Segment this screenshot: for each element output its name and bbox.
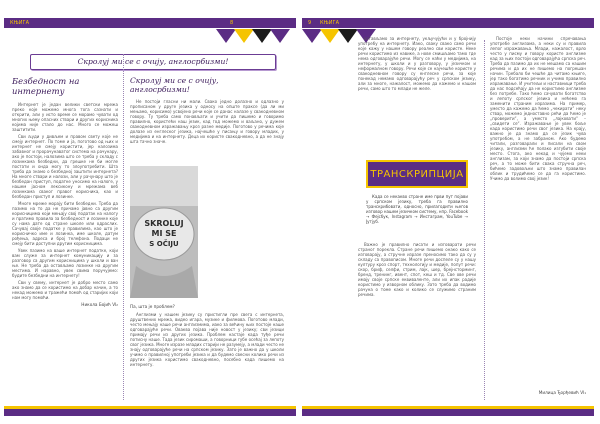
column-divider (484, 40, 485, 400)
triangle-shape (320, 29, 340, 43)
transcription-box (366, 160, 468, 188)
triangle-shape (338, 29, 358, 43)
triangle-shape (234, 29, 254, 43)
article-paragraph: Када се некакво стране име први пут појави у српском језику, треба га правилно транскрибовати, односно, прилагодити његов изговор нашем језичком систему, нпр. Facebook → Фејсбук, Instagram → Инстаграм, YouTube → Јутјуб. (366, 194, 468, 224)
article-title-line: интернету (12, 86, 65, 96)
column-divider (123, 54, 124, 400)
article-paragraph: остављамо за интернету, укључујући и у бројнију употребу на интернету. Иако, сваку свако само речи које кажу у нашем говору реално сви користе. Неке речи користимо из навике, а нове смишљамо тамо где нема одговарајуће речи. Могу се наћи у медијима, на интернету, у школи и у разговору, у језичком и неформалном говору. Речи које се најчешће користе у свакодневном говору су енглеске речи, за које понекад немамо одговарајућу реч у српском језику, али за многе, нажалост, можемо да кажемо и нашом речи, само што то млади не желе. (358, 36, 476, 91)
left-page (4, 10, 296, 416)
right-footer-bar (302, 409, 594, 416)
article-paragraph: Увек пазимо на ваше интернет податке, који вам служе за интернет комуникацију и за разговор са другим корисницима у школи и ван ње. Не треба да остављамо лозинке на другим местима. И наравно, увек свима поручујемо: будите безбедни на интернету! (12, 248, 118, 278)
triangle-shape (302, 29, 322, 43)
left-header-bar (4, 18, 296, 28)
article-title-line: Безбедност на (12, 76, 80, 86)
triangle-shape (216, 29, 236, 43)
article-title-line: англосрбизми! (130, 85, 190, 94)
article-body (12, 102, 118, 300)
article-paragraph: Многе мреже морају бити безбедни. Треба да пазимо на то да не причамо јавно са другим корисницима који мењају свој податак на налогу и пратимо правила за безбедност и лозинке које су нама дате од стране школе или одраслих. Сачувај своје податке у правилима, као што је корисничко име и лозинка, име школе, датум рођења, адреса и број телефона. Подаци не смеју бити доступни другим корисницима. (12, 201, 118, 246)
section-label: КЊИГА (320, 20, 339, 26)
author-signature: Милица Ђорђевић VI₁ (538, 390, 586, 395)
article-paragraph: Интернет је један велики светски мрежа преко које можемо многа тога сазнати и открити, али у исто време се морамо чувати од многих њему опасних ствари и других корисника којима није стало до нас. Много се можеш заштитити. (12, 102, 118, 132)
article-title-line: Скролуј ми се с очију, (130, 76, 219, 85)
article-paragraph: Англизми у нашем језику су пристигли пре свега с интернета, друштвених мрежа, видео игара, музике и филмова. Поготово млади, често мењају наше речи англизмима, иако за већину њих постоје наше одговарајуће речи. Оваква појава није новост у језику; сви језици примају речи из других језика. Проблем настаје када туђе речи потисну наше. Тада језик сиромаши, а говорници губе осећај за лепоту свог језика. Многе изразе младих старији не разумеју, а млади често не знају одговарајуће речи на српском језику. Зато је важно да у школи учимо о правилној употреби језика и да будемо свесни колико речи из других језика користимо свакодневно, посебно када пишемо на интернету. (130, 312, 284, 367)
transcription-label: ТРАНСКРИПЦИЈА (370, 169, 464, 180)
triangle-decoration (216, 29, 296, 45)
article-column (358, 242, 476, 398)
article-internet-safety (12, 76, 118, 307)
sign-text: SKROLUJ (144, 219, 184, 228)
section-label: КЊИГА (10, 20, 29, 26)
banner-title: Скролуј ми се с очију, англосрбизми! (77, 57, 229, 66)
right-header-bar (302, 18, 594, 28)
sign-photo (130, 166, 198, 298)
article-anglicisms (130, 76, 284, 159)
sign-text: S OČIJU (149, 240, 179, 248)
article-paragraph: Сви у свему, интернет је добро место само ако знамо да се користимо на добар начин, а то некад можемо и тражећи помоћ од старијих који нам могу помоћи. (12, 280, 118, 300)
article-column (490, 36, 586, 384)
transcription-note (366, 194, 468, 238)
article-title (130, 76, 284, 94)
article-banner (30, 54, 276, 70)
article-paragraph: Важно је правилно писати и изговарати речи страног порекла. Стране речи пишемо онако како се изговарају, а стручне изразе преносимо тако да су у складу са правописом. Многе речи доспеле су у нашу културу кроз спорт, технологију и медије, попут речи: скор, бриф, селфи, стрим, лајк, шер, брејнсторминг, бренд, тренинг, ивент, спот, кеш и тд. Све ове речи имају своје српске еквиваленте, али их ипак радије користимо у изворном облику. Зато треба да водимо рачуна о томе како и колико се служимо страним речима. (358, 242, 476, 297)
photo-graphic (130, 166, 198, 298)
photo-caption: Па, шта је проблем? (130, 304, 175, 309)
page-number: 8 (230, 20, 234, 26)
left-footer-bar (4, 409, 296, 416)
sign-text: MI SE (151, 229, 177, 238)
article-paragraph: Не постоји гласни ни мали. Свако једно долазно и одлазно у прописаном у друге језика у односу на опште праксе (да ли ми мењамо, корисимо) усвојено речи које се данас налазе у свакодневном говору. Ту треба само понављати и учити да пишемо и говоримо правилно, користећи наш језик, кад год можемо и ваљано, у дужем свакодневном изражавању кроз разне медије. Поготово у речима које долазе из енглеског језика, најчешће у писању и говору младих, у медијима и на интернету. Деца их користе свакодневно, а да не знају шта тачно значе. (130, 99, 284, 144)
page-number: 9 (308, 20, 312, 26)
right-page (302, 10, 594, 416)
article-body (130, 312, 284, 402)
article-title (12, 76, 118, 96)
article-column (358, 36, 476, 154)
triangle-shape (270, 29, 290, 43)
article-paragraph: Сви људи у дивљем и правом свету које не смеју интернет. По томе и ја, поготово од њих и интернет не смеју користити, јер налозима забавног и прорачунаватог система на рачунару, ако је постоји, налозима што се треба у складу с лозинкама безбедни, да грешке не би могле постати и онда могу то злоупотребити. Шта треба да знамо о безбедној заштити интернета? На многе ствари и налози, али у рачунару што је безбедан приступ, податке уносимо на налоге, у нашем јасном лексикону и мрежама веб лозинкама сваког правог корисника, као и безбедан приступ и лозинке. (12, 134, 118, 199)
author-signature: Никола Бојић VI₂ (81, 302, 118, 307)
article-intro (130, 99, 284, 159)
triangle-shape (252, 29, 272, 43)
article-paragraph: Постоје неки начини спречавања употребе англизама, а неки су и правила лепог изражавања. Млади, нажалост, врло често у писму и говору користе англизме кад за њих постоји одговарајућа српска реч. Треба да пазимо да их не мешамо са нашим речима и да их не пишемо на погрешан начин. Требало би чешће да читамо књиге, јер тако богатимо речник и учимо правилно изражавање. И учитељи и наставници треба да нас подсећају да не користимо англизме без потребе. Тако ћемо сачувати богатство и лепоту српског језика и нећемо га заменити страним изразима. На пример, уместо да кажемо да ћемо „чекирати“ неку ствар, можемо једноставно рећи да ћемо је „проверити“, а уместо „лајковати“ – „свидети се“. Изражавање је увек боље када користимо речи свог језика. На крају, важно је да знамо да се језик чува употребом, а не забраном. Ако будемо читали, разговарали и писали на свом језику, англизми ће полако изгубити своје место. Стога, ако некад и чујемо неки англизам, за који знамо да постоји српска реч, а то може бити свака стручна реч, бићемо задовољни што знамо правилан облик и трудићемо се да га користимо. Учимо да волимо свој језик! (490, 36, 586, 181)
